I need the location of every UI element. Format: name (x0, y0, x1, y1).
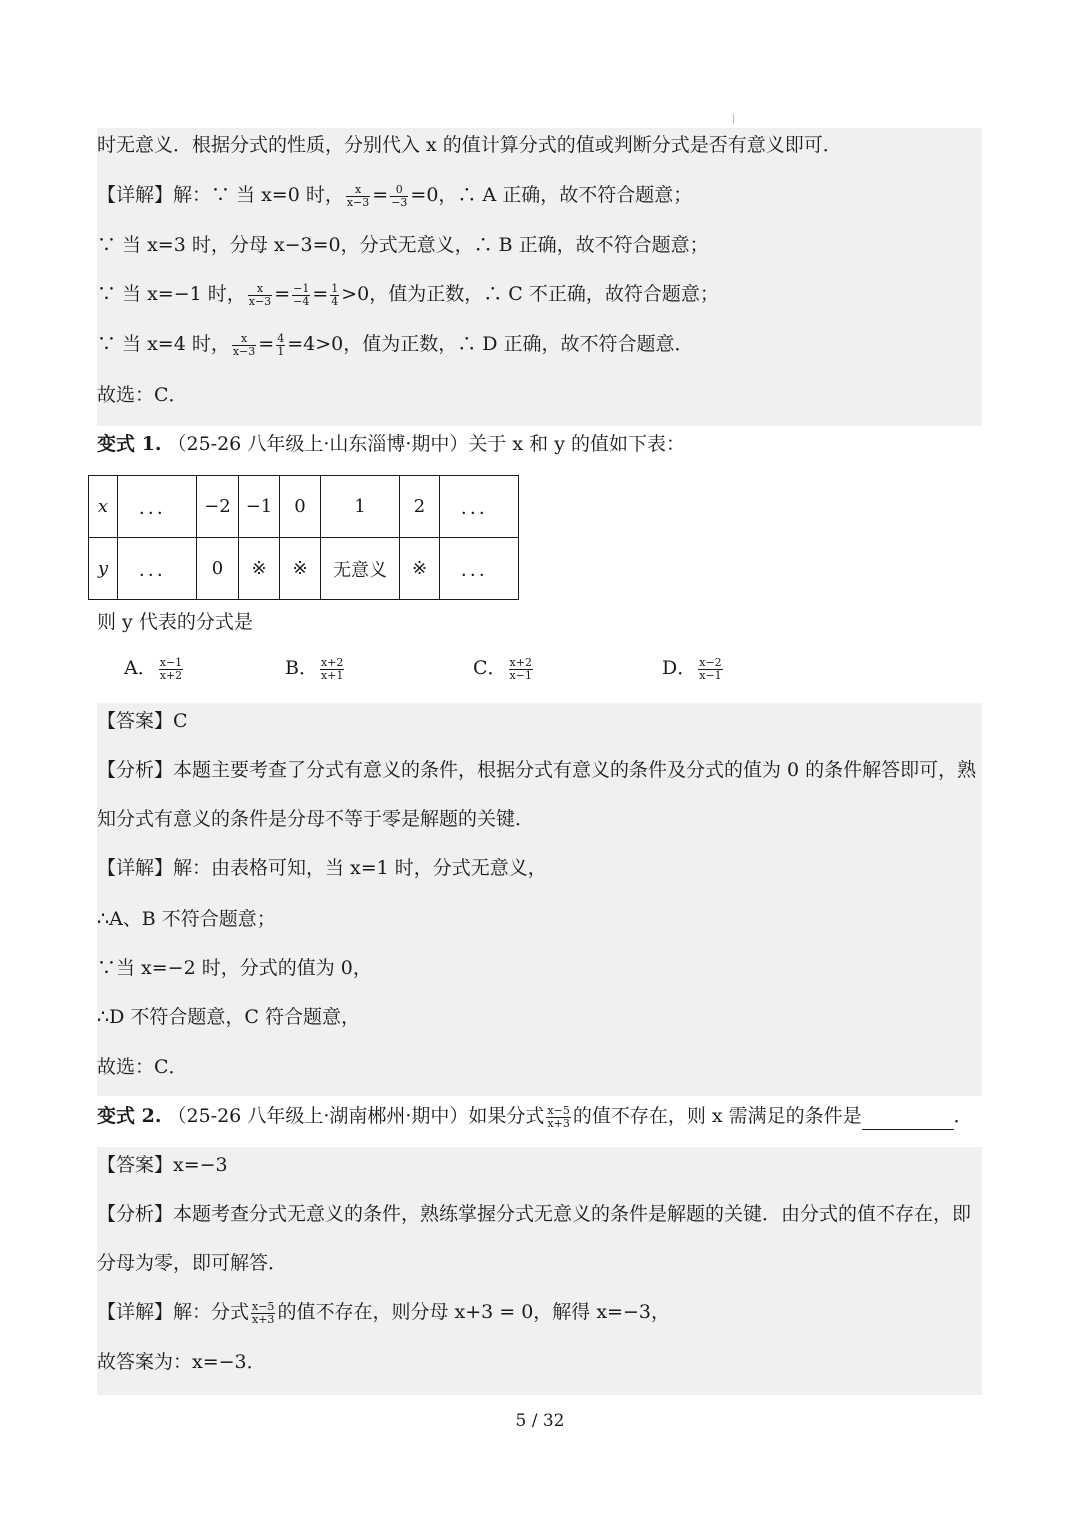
table-cell: −2 (197, 476, 239, 538)
table-cell: ．．． (440, 476, 519, 538)
fraction: $\frac{x-2}{x-1}$ (699, 655, 722, 682)
table-row (89, 538, 519, 600)
detail-line: 【详解】解：由表格可知，当 x=1 时，分式无意义， (97, 857, 547, 879)
fraction: $\frac{x-5}{x+3}$ (252, 1299, 275, 1326)
table-cell: ※ (400, 538, 440, 600)
table-cell: 0 (197, 538, 239, 600)
fraction: $\frac{x+2}{x+1}$ (320, 655, 344, 682)
table-cell: x (89, 476, 118, 538)
page-number: 5 / 32 (515, 1411, 565, 1431)
fraction: $\frac{x}{x-3}$ (346, 182, 370, 209)
value-table (88, 475, 519, 600)
final-line: 故答案为：x=−3． (97, 1351, 266, 1373)
variant-label: 变式 2. (97, 1105, 162, 1127)
detail-line: 【详解】解：分式 $\frac{x-5}{x+3}$ 的值不存在，则分母 x+3 = 0，解得 x=−3， (97, 1299, 670, 1326)
detail-line: 【详解】解：∵ 当 x=0 时， $\frac{x}{x-3}$ = $\frac{0}{-3}$ =0，∴ A 正确，故不符合题意； (97, 182, 693, 209)
table-cell: ．．． (118, 476, 197, 538)
table-cell: ．．． (440, 538, 519, 600)
analysis-line: 分母为零，即可解答． (97, 1252, 288, 1274)
table-cell: ※ (280, 538, 321, 600)
choose-line: 故选：C． (97, 1056, 188, 1078)
table-cell: 0 (280, 476, 321, 538)
variant-2-stem: 变式 2. （25-26 八年级上·湖南郴州·期中）如果分式 $\frac{x-5}{x+3}$ 的值不存在，则 x 需满足的条件是 ． (97, 1103, 973, 1130)
table-cell: ．．． (118, 538, 197, 600)
detail-line: ∵ 当 x=3 时，分母 x−3=0，分式无意义，∴ B 正确，故不符合题意； (97, 234, 709, 256)
fraction: $\frac{1}{4}$ (331, 281, 339, 308)
fraction: $\frac{4}{1}$ (277, 331, 285, 358)
detail-line: ∴D 不符合题意，C 符合题意， (97, 1006, 360, 1028)
answer-blank (862, 1111, 954, 1130)
detail-line: ∵ 当 x=4 时， $\frac{x}{x-3}$ = $\frac{4}{1}$ =4>0，值为正数，∴ D 正确，故不符合题意． (97, 331, 694, 358)
variant-label: 变式 1. (97, 433, 162, 455)
detail-line: ∵当 x=−2 时，分式的值为 0， (97, 957, 372, 979)
table-cell: 2 (400, 476, 440, 538)
analysis-line: 【分析】本题考查分式无意义的条件，熟练掌握分式无意义的条件是解题的关键．由分式的值不存在，即 (97, 1203, 972, 1225)
detail-line: ∴A、B 不符合题意； (97, 908, 276, 930)
table-cell: 1 (321, 476, 400, 538)
detail-line: ∵ 当 x=−1 时， $\frac{x}{x-3}$ = $\frac{-1}{-4}$ = $\frac{1}{4}$ >0，值为正数，∴ C 不正确，故符合题意； (97, 281, 719, 308)
fraction: $\frac{x}{x-3}$ (232, 331, 256, 358)
option-d: D． $\frac{x-2}{x-1}$ (662, 655, 722, 682)
fraction: $\frac{x-5}{x+3}$ (547, 1103, 570, 1130)
text-line: 时无意义．根据分式的性质，分别代入 x 的值计算分式的值或判断分式是否有意义即可． (97, 134, 842, 156)
fraction: $\frac{x}{x-3}$ (248, 281, 272, 308)
header-tick (733, 114, 734, 124)
option-c: C． $\frac{x+2}{x-1}$ (473, 655, 532, 682)
table-cell: ※ (239, 538, 280, 600)
answer-line: 【答案】C (97, 710, 188, 732)
variant-1-stem: 变式 1. （25-26 八年级上·山东淄博·期中）关于 x 和 y 的值如下表： (97, 433, 686, 455)
fraction: $\frac{-1}{-4}$ (293, 281, 310, 308)
option-b: B． $\frac{x+2}{x+1}$ (285, 655, 344, 682)
analysis-line: 【分析】本题主要考查了分式有意义的条件，根据分式有意义的条件及分式的值为 0 的条件解答即可，熟 (97, 759, 977, 781)
answer-line: 【答案】x=−3 (97, 1154, 228, 1176)
fraction: $\frac{0}{-3}$ (391, 182, 408, 209)
solution-block-1 (97, 128, 982, 426)
table-row (89, 476, 519, 538)
fraction: $\frac{x-1}{x+2}$ (159, 655, 183, 682)
question-line: 则 y 代表的分式是 (97, 611, 253, 633)
option-a: A． $\frac{x-1}{x+2}$ (124, 655, 183, 682)
analysis-line: 知分式有意义的条件是分母不等于零是解题的关键． (97, 808, 535, 830)
choose-line: 故选：C． (97, 384, 188, 406)
table-cell: y (89, 538, 118, 600)
fraction: $\frac{x+2}{x-1}$ (509, 655, 532, 682)
table-cell: 无意义 (321, 538, 400, 600)
table-cell: −1 (239, 476, 280, 538)
